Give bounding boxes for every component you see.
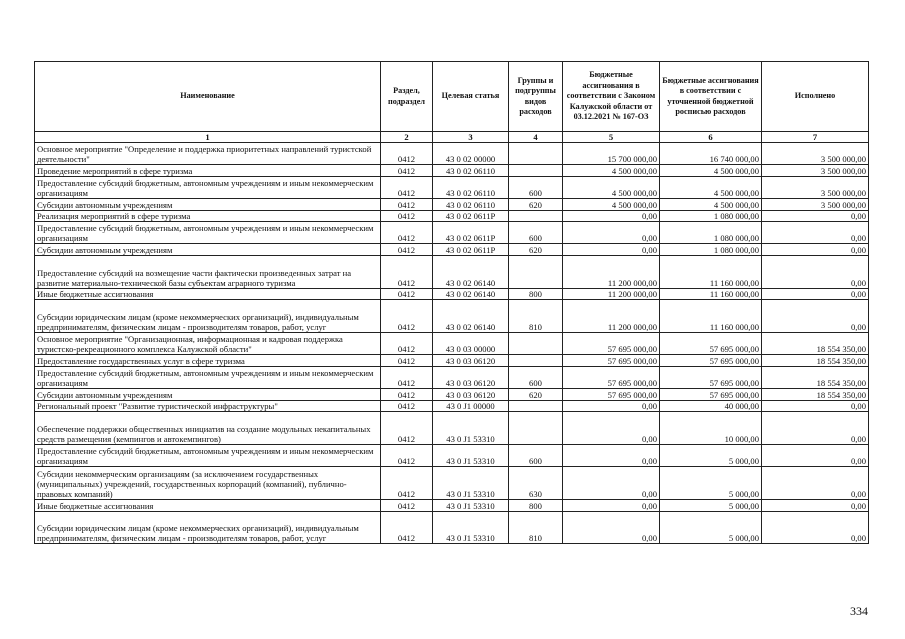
row-name-cell: Предоставление субсидий бюджетным, автономным учреждениям и иным некоммерческим организациям: [35, 366, 381, 388]
row-group-cell: 800: [509, 288, 563, 300]
row-name-cell: Субсидии автономным учреждениям: [35, 198, 381, 210]
row-executed-cell: 3 500 000,00: [762, 176, 869, 198]
row-budget-schedule-cell: 10 000,00: [660, 412, 762, 445]
table-row: [35, 288, 869, 300]
row-article-cell: 43 0 02 06110: [433, 176, 509, 198]
table-row: [35, 333, 869, 355]
table-row: [35, 244, 869, 256]
row-group-cell: [509, 333, 563, 355]
table-row: [35, 389, 869, 401]
row-budget-schedule-cell: 1 080 000,00: [660, 244, 762, 256]
row-law-allocation-cell: 57 695 000,00: [563, 366, 660, 388]
row-budget-schedule-cell: 1 080 000,00: [660, 222, 762, 244]
table-row: [35, 143, 869, 165]
row-law-allocation-cell: 11 200 000,00: [563, 255, 660, 288]
row-article-cell: 43 0 03 06120: [433, 355, 509, 367]
row-law-allocation-cell: 0,00: [563, 511, 660, 544]
row-name-cell: Предоставление субсидий на возмещение части фактически произведенных затрат на развитие материально-технической базы субъектам аграрного туризма: [35, 255, 381, 288]
table-row: [35, 222, 869, 244]
row-article-cell: 43 0 J1 53310: [433, 445, 509, 467]
row-section-cell: 0412: [381, 333, 433, 355]
row-budget-schedule-cell: 5 000,00: [660, 467, 762, 500]
page-number: 334: [850, 604, 868, 618]
table-row: [35, 511, 869, 544]
row-budget-schedule-cell: 4 500 000,00: [660, 165, 762, 177]
row-law-allocation-cell: 4 500 000,00: [563, 165, 660, 177]
table-row: [35, 445, 869, 467]
table-row: [35, 500, 869, 512]
row-article-cell: 43 0 J1 53310: [433, 412, 509, 445]
column-header-law-allocation: Бюджетные ассигнования в соответствии с Законом Калужской области от 03.12.2021 № 167-ОЗ: [563, 62, 660, 132]
row-group-cell: 810: [509, 300, 563, 333]
column-number: 3: [433, 132, 509, 143]
row-law-allocation-cell: 11 200 000,00: [563, 300, 660, 333]
row-law-allocation-cell: 57 695 000,00: [563, 333, 660, 355]
row-name-cell: Субсидии юридическим лицам (кроме некоммерческих организаций), индивидуальным предпринимателям, физическим лицам - производителям товаров, работ, услуг: [35, 511, 381, 544]
row-executed-cell: 0,00: [762, 300, 869, 333]
row-section-cell: 0412: [381, 210, 433, 222]
row-executed-cell: 0,00: [762, 210, 869, 222]
row-article-cell: 43 0 02 0611Р: [433, 244, 509, 256]
row-executed-cell: 0,00: [762, 244, 869, 256]
row-article-cell: 43 0 02 00000: [433, 143, 509, 165]
row-budget-schedule-cell: 16 740 000,00: [660, 143, 762, 165]
row-section-cell: 0412: [381, 176, 433, 198]
row-executed-cell: 3 500 000,00: [762, 165, 869, 177]
row-section-cell: 0412: [381, 500, 433, 512]
row-law-allocation-cell: 0,00: [563, 222, 660, 244]
row-name-cell: Предоставление государственных услуг в сфере туризма: [35, 355, 381, 367]
table-row: [35, 210, 869, 222]
row-group-cell: 600: [509, 366, 563, 388]
column-header-target-article: Целевая статья: [433, 62, 509, 132]
row-executed-cell: 3 500 000,00: [762, 143, 869, 165]
row-group-cell: [509, 165, 563, 177]
row-group-cell: [509, 210, 563, 222]
row-executed-cell: 0,00: [762, 222, 869, 244]
row-group-cell: [509, 143, 563, 165]
row-budget-schedule-cell: 57 695 000,00: [660, 366, 762, 388]
row-group-cell: [509, 355, 563, 367]
row-section-cell: 0412: [381, 198, 433, 210]
column-number: 2: [381, 132, 433, 143]
table-row: [35, 165, 869, 177]
row-executed-cell: 0,00: [762, 445, 869, 467]
row-section-cell: 0412: [381, 389, 433, 401]
row-name-cell: Основное мероприятие "Определение и поддержка приоритетных направлений туристской деятельности": [35, 143, 381, 165]
row-budget-schedule-cell: 57 695 000,00: [660, 333, 762, 355]
row-group-cell: [509, 400, 563, 412]
row-section-cell: 0412: [381, 355, 433, 367]
row-section-cell: 0412: [381, 255, 433, 288]
row-name-cell: Иные бюджетные ассигнования: [35, 500, 381, 512]
row-group-cell: 600: [509, 176, 563, 198]
row-section-cell: 0412: [381, 467, 433, 500]
row-name-cell: Субсидии автономным учреждениям: [35, 389, 381, 401]
column-number: 4: [509, 132, 563, 143]
row-group-cell: 620: [509, 198, 563, 210]
row-law-allocation-cell: 0,00: [563, 412, 660, 445]
column-header-executed: Исполнено: [762, 62, 869, 132]
row-group-cell: 810: [509, 511, 563, 544]
row-section-cell: 0412: [381, 366, 433, 388]
column-number: 5: [563, 132, 660, 143]
row-name-cell: Проведение мероприятий в сфере туризма: [35, 165, 381, 177]
row-name-cell: Предоставление субсидий бюджетным, автономным учреждениям и иным некоммерческим организациям: [35, 445, 381, 467]
row-article-cell: 43 0 03 00000: [433, 333, 509, 355]
table-row: [35, 355, 869, 367]
row-section-cell: 0412: [381, 165, 433, 177]
row-law-allocation-cell: 57 695 000,00: [563, 355, 660, 367]
column-number: 1: [35, 132, 381, 143]
row-article-cell: 43 0 J1 53310: [433, 500, 509, 512]
row-group-cell: 620: [509, 244, 563, 256]
row-budget-schedule-cell: 5 000,00: [660, 500, 762, 512]
row-group-cell: [509, 255, 563, 288]
column-header-row: [35, 62, 869, 132]
row-executed-cell: 18 554 350,00: [762, 389, 869, 401]
column-number-row: [35, 132, 869, 143]
row-budget-schedule-cell: 11 160 000,00: [660, 255, 762, 288]
row-law-allocation-cell: 0,00: [563, 500, 660, 512]
row-name-cell: Субсидии юридическим лицам (кроме некоммерческих организаций), индивидуальным предпринимателям, физическим лицам - производителям товаров, работ, услуг: [35, 300, 381, 333]
row-law-allocation-cell: 0,00: [563, 244, 660, 256]
row-article-cell: 43 0 J1 00000: [433, 400, 509, 412]
row-budget-schedule-cell: 5 000,00: [660, 511, 762, 544]
row-executed-cell: 0,00: [762, 400, 869, 412]
row-group-cell: 630: [509, 467, 563, 500]
column-header-expense-group: Группы и подгруппы видов расходов: [509, 62, 563, 132]
row-name-cell: Основное мероприятие "Организационная, информационная и кадровая поддержка туристско-рекреационного комплекса Калужской области": [35, 333, 381, 355]
row-budget-schedule-cell: 11 160 000,00: [660, 300, 762, 333]
row-section-cell: 0412: [381, 288, 433, 300]
column-number: 6: [660, 132, 762, 143]
table-body: [35, 143, 869, 544]
row-budget-schedule-cell: 4 500 000,00: [660, 176, 762, 198]
row-article-cell: 43 0 02 06110: [433, 165, 509, 177]
row-section-cell: 0412: [381, 222, 433, 244]
row-law-allocation-cell: 0,00: [563, 210, 660, 222]
row-section-cell: 0412: [381, 143, 433, 165]
row-section-cell: 0412: [381, 400, 433, 412]
row-budget-schedule-cell: 11 160 000,00: [660, 288, 762, 300]
row-executed-cell: 0,00: [762, 500, 869, 512]
row-article-cell: 43 0 02 06110: [433, 198, 509, 210]
row-law-allocation-cell: 57 695 000,00: [563, 389, 660, 401]
table-row: [35, 176, 869, 198]
table-row: [35, 198, 869, 210]
row-article-cell: 43 0 02 0611Р: [433, 222, 509, 244]
table-row: [35, 400, 869, 412]
row-article-cell: 43 0 02 06140: [433, 255, 509, 288]
row-budget-schedule-cell: 4 500 000,00: [660, 198, 762, 210]
row-name-cell: Предоставление субсидий бюджетным, автономным учреждениям и иным некоммерческим организациям: [35, 176, 381, 198]
row-executed-cell: 0,00: [762, 255, 869, 288]
row-budget-schedule-cell: 57 695 000,00: [660, 355, 762, 367]
row-group-cell: [509, 412, 563, 445]
row-name-cell: Иные бюджетные ассигнования: [35, 288, 381, 300]
table-row: [35, 412, 869, 445]
row-executed-cell: 18 554 350,00: [762, 355, 869, 367]
row-law-allocation-cell: 0,00: [563, 400, 660, 412]
column-header-section: Раздел, подраздел: [381, 62, 433, 132]
row-law-allocation-cell: 4 500 000,00: [563, 176, 660, 198]
row-budget-schedule-cell: 57 695 000,00: [660, 389, 762, 401]
row-section-cell: 0412: [381, 412, 433, 445]
row-article-cell: 43 0 02 06140: [433, 288, 509, 300]
row-executed-cell: 0,00: [762, 412, 869, 445]
row-article-cell: 43 0 03 06120: [433, 366, 509, 388]
row-name-cell: Обеспечение поддержки общественных инициатив на создание модульных некапитальных средств размещения (кемпингов и автокемпингов): [35, 412, 381, 445]
table-row: [35, 467, 869, 500]
row-executed-cell: 0,00: [762, 467, 869, 500]
row-executed-cell: 18 554 350,00: [762, 333, 869, 355]
row-article-cell: 43 0 02 06140: [433, 300, 509, 333]
row-executed-cell: 0,00: [762, 288, 869, 300]
row-law-allocation-cell: 4 500 000,00: [563, 198, 660, 210]
row-name-cell: Субсидии автономным учреждениям: [35, 244, 381, 256]
row-group-cell: 600: [509, 222, 563, 244]
row-article-cell: 43 0 03 06120: [433, 389, 509, 401]
row-section-cell: 0412: [381, 445, 433, 467]
row-executed-cell: 0,00: [762, 511, 869, 544]
row-budget-schedule-cell: 5 000,00: [660, 445, 762, 467]
row-group-cell: 800: [509, 500, 563, 512]
column-number: 7: [762, 132, 869, 143]
row-budget-schedule-cell: 1 080 000,00: [660, 210, 762, 222]
column-header-name: Наименование: [35, 62, 381, 132]
row-group-cell: 620: [509, 389, 563, 401]
row-name-cell: Предоставление субсидий бюджетным, автономным учреждениям и иным некоммерческим организациям: [35, 222, 381, 244]
row-budget-schedule-cell: 40 000,00: [660, 400, 762, 412]
table-row: [35, 366, 869, 388]
row-executed-cell: 3 500 000,00: [762, 198, 869, 210]
row-name-cell: Субсидии некоммерческим организациям (за исключением государственных (муниципальных) учреждений, государственных корпораций (компаний), публично-правовых компаний): [35, 467, 381, 500]
row-article-cell: 43 0 J1 53310: [433, 467, 509, 500]
table-row: [35, 255, 869, 288]
table-row: [35, 300, 869, 333]
row-section-cell: 0412: [381, 511, 433, 544]
row-group-cell: 600: [509, 445, 563, 467]
row-executed-cell: 18 554 350,00: [762, 366, 869, 388]
row-law-allocation-cell: 0,00: [563, 445, 660, 467]
row-law-allocation-cell: 15 700 000,00: [563, 143, 660, 165]
row-article-cell: 43 0 J1 53310: [433, 511, 509, 544]
row-article-cell: 43 0 02 0611Р: [433, 210, 509, 222]
row-law-allocation-cell: 0,00: [563, 467, 660, 500]
row-section-cell: 0412: [381, 244, 433, 256]
row-law-allocation-cell: 11 200 000,00: [563, 288, 660, 300]
row-name-cell: Региональный проект "Развитие туристической инфраструктуры": [35, 400, 381, 412]
budget-execution-table: [34, 61, 869, 544]
column-header-budget-schedule: Бюджетные ассигнования в соответствии с уточненной бюджетной росписью расходов: [660, 62, 762, 132]
row-section-cell: 0412: [381, 300, 433, 333]
row-name-cell: Реализация мероприятий в сфере туризма: [35, 210, 381, 222]
